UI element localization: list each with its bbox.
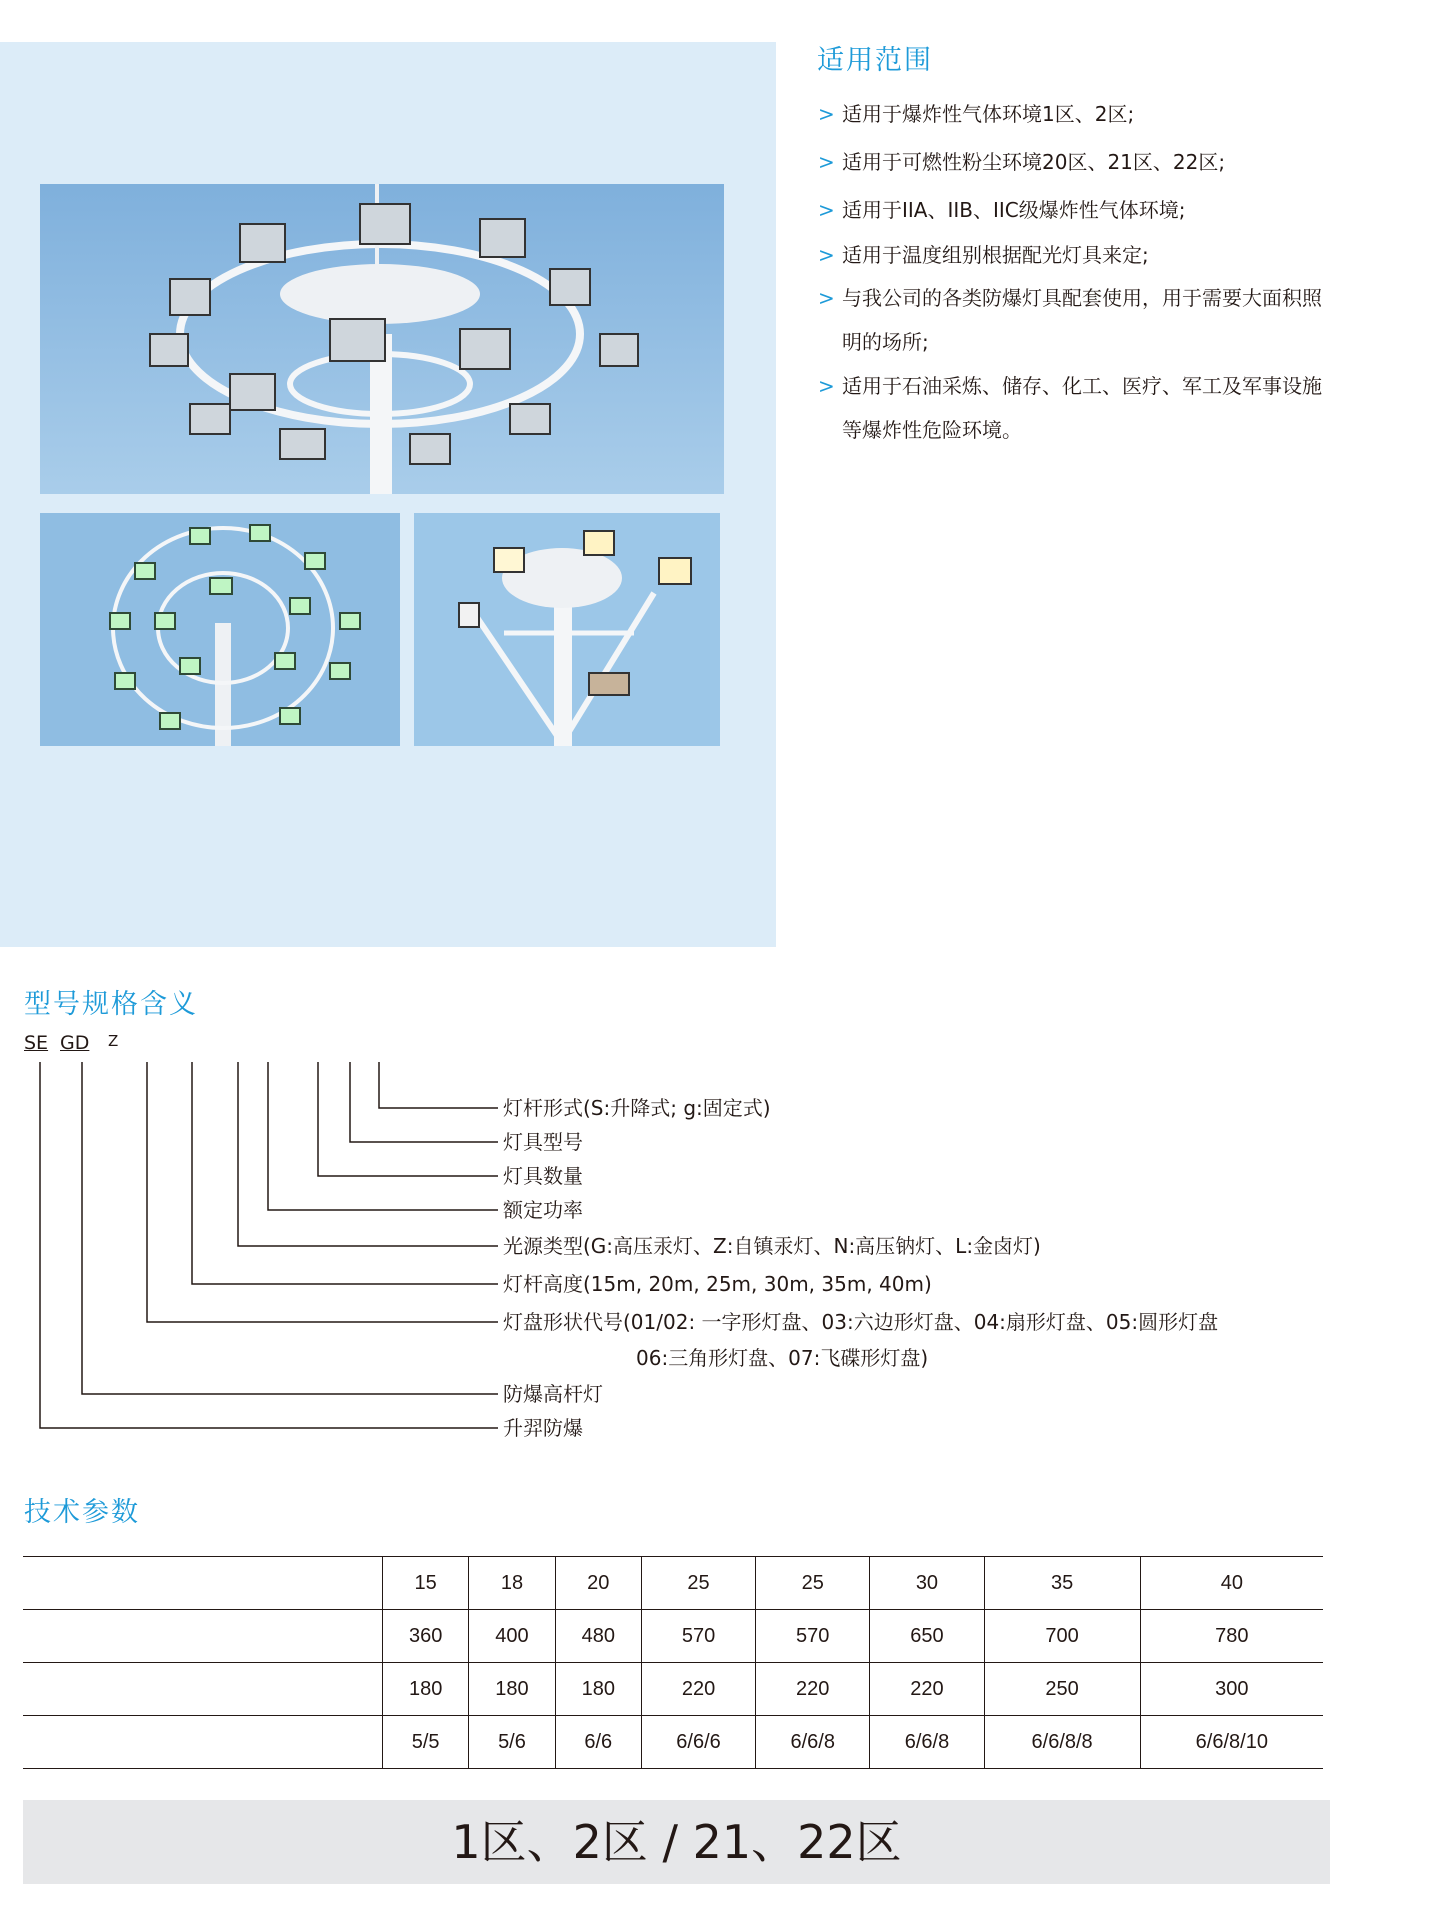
label-disc-shape-cont: 06:三角形灯盘、07:飞碟形灯盘) [636, 1346, 929, 1370]
scope-item: > 适用于可燃性粉尘环境20区、21区、22区; [818, 140, 1338, 188]
arrow-icon: > [818, 150, 835, 174]
leader-line [318, 1062, 498, 1176]
high-mast-photo-lit [40, 513, 400, 746]
label-light-source: 光源类型(G:高压汞灯、Z:自镇汞灯、N:高压钠灯、L:金卤灯) [503, 1234, 1041, 1258]
arrow-icon: > [818, 102, 835, 126]
label-pole-height: 灯杆高度(15m, 20m, 25m, 30m, 35m, 40m) [503, 1272, 932, 1296]
code-z: Z [108, 1032, 119, 1050]
label-rated-power: 额定功率 [503, 1198, 583, 1222]
scope-list [818, 92, 1338, 452]
leader-line [238, 1062, 498, 1246]
photo-panel [0, 42, 776, 947]
label-pole-type: 灯杆形式(S:升降式; g:固定式) [503, 1096, 771, 1120]
arrow-icon: > [818, 198, 835, 222]
table-row: 15 18 20 25 25 30 35 40 [23, 1557, 1323, 1610]
leader-line [379, 1062, 498, 1108]
table-row: 180 180 180 220 220 220 250 300 [23, 1663, 1323, 1716]
row-header [23, 1610, 383, 1663]
leader-line [40, 1062, 498, 1428]
high-mast-photo-main [40, 184, 724, 494]
arrow-icon: > [818, 286, 835, 310]
model-title: 型号规格含义 [24, 989, 198, 1020]
label-lamp-count: 灯具数量 [503, 1164, 583, 1188]
scope-item: > 与我公司的各类防爆灯具配套使用，用于需要大面积照明的场所; [818, 276, 1338, 364]
tech-title: 技术参数 [24, 1497, 140, 1528]
code-se: SE [24, 1032, 49, 1054]
row-header [23, 1716, 383, 1769]
table-row: 5/5 5/6 6/6 6/6/6 6/6/8 6/6/8 6/6/8/8 6/6/8/10 [23, 1716, 1323, 1769]
leader-line [268, 1062, 498, 1210]
scope-title: 适用范围 [817, 45, 933, 76]
scope-item: > 适用于爆炸性气体环境1区、2区; [818, 92, 1338, 140]
table-row: 360 400 480 570 570 650 700 780 [23, 1610, 1323, 1663]
leader-line [82, 1062, 498, 1394]
row-header [23, 1557, 383, 1610]
scope-item: > 适用于温度组别根据配光灯具来定; [818, 233, 1338, 276]
code-gd: GD [60, 1032, 90, 1054]
leader-line [147, 1062, 498, 1322]
tech-table [23, 1556, 1323, 1769]
arrow-icon: > [818, 243, 835, 267]
label-lamp-model: 灯具型号 [503, 1130, 583, 1154]
scope-item: > 适用于石油采炼、储存、化工、医疗、军工及军事设施等爆炸性危险环境。 [818, 364, 1338, 452]
label-brand: 升羿防爆 [503, 1416, 583, 1440]
high-mast-photo-frame [414, 513, 720, 746]
label-high-mast: 防爆高杆灯 [503, 1382, 603, 1406]
row-header [23, 1663, 383, 1716]
scope-item: > 适用于IIA、IIB、IIC级爆炸性气体环境; [818, 188, 1338, 233]
leader-line [350, 1062, 498, 1142]
zone-banner: 1区、2区 / 21、22区 [23, 1800, 1330, 1884]
label-disc-shape: 灯盘形状代号(01/02: 一字形灯盘、03:六边形灯盘、04:扇形灯盘、05:圆形灯盘 [503, 1310, 1219, 1334]
arrow-icon: > [818, 374, 835, 398]
